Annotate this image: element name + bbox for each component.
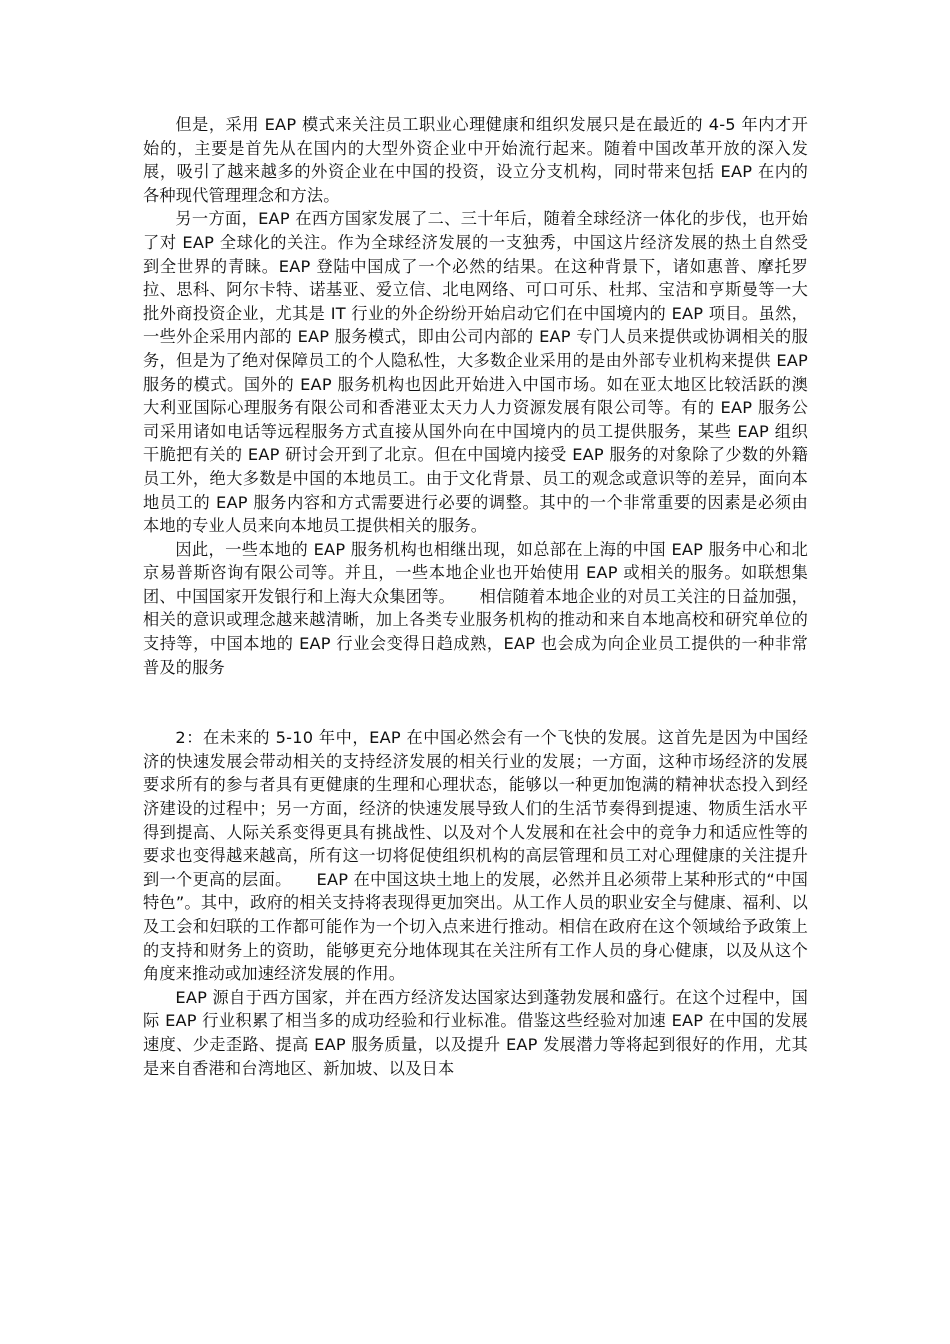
paragraph-future-development: 2：在未来的 5-10 年中，EAP 在中国必然会有一个飞快的发展。这首先是因为中国经济的快速发展会带动相关的支持经济发展的相关行业的发展；一方面，这种市场经济的发展要求所有的参与者具有更健康的生理和心理状态，能够以一种更加饱满的精神状态投入到经济建设的过程中；另一方面，经济的快速发展导致人们的生活节奏得到提速、物质生活水平得到提高、人际关系变得更具有挑战性、以及对个人发展和在社会中的竞争力和适应性等的要求也变得越来越高，所有这一切将促使组织机构的高层管理和员工对心理健康的关注提升到一个更高的层面。 EAP 在中国这块土地上的发展，必然并且必须带上某种形式的“中国特色”。其中，政府的相关支持将表现得更加突出。从工作人员的职业安全与健康、福利、以及工会和妇联的工作都可能作为一个切入点来进行推动。相信在政府在这个领域给予政策上的支持和财务上的资助，能够更充分地体现其在关注所有工作人员的身心健康，以及从这个角度来推动或加速经济发展的作用。	[143, 728, 808, 984]
paragraph-western-origin: EAP 源自于西方国家，并在西方经济发达国家达到蓬勃发展和盛行。在这个过程中，国际 EAP 行业积累了相当多的成功经验和行业标准。借鉴这些经验对加速 EAP 在中国的发展速度、少走歪路、提高 EAP 服务质量，以及提升 EAP 发展潜力等将起到很好的作用，尤其是来自香港和台湾地区、新加坡、以及日本	[143, 987, 808, 1078]
paragraph-eap-globalization: 另一方面，EAP 在西方国家发展了二、三十年后，随着全球经济一体化的步伐，也开始了对 EAP 全球化的关注。作为全球经济发展的一支独秀，中国这片经济发展的热土自然受到全世界的青睐。EAP 登陆中国成了一个必然的结果。在这种背景下，诸如惠普、摩托罗拉、思科、阿尔卡特、诺基亚、爱立信、北电网络、可口可乐、杜邦、宝洁和亨斯曼等一大批外商投资企业，尤其是 IT 行业的外企纷纷开始启动它们在中国境内的 EAP 项目。虽然，一些外企采用内部的 EAP 服务模式，即由公司内部的 EAP 专门人员来提供或协调相关的服务，但是为了绝对保障员工的个人隐私性，大多数企业采用的是由外部专业机构来提供 EAP 服务的模式。国外的 EAP 服务机构也因此开始进入中国市场。如在亚太地区比较活跃的澳大利亚国际心理服务有限公司和香港亚太天力人力资源发展有限公司等。有的 EAP 服务公司采用诸如电话等远程服务方式直接从国外向在中国境内的员工提供服务，某些 EAP 组织干脆把有关的 EAP 研讨会开到了北京。但在中国境内接受 EAP 服务的对象除了少数的外籍员工外，绝大多数是中国的本地员工。由于文化背景、员工的观念或意识等的差异，面向本地员工的 EAP 服务内容和方式需要进行必要的调整。其中的一个非常重要的因素是必须由本地的专业人员来向本地员工提供相关的服务。	[143, 209, 808, 536]
paragraph-local-eap-services: 因此，一些本地的 EAP 服务机构也相继出现，如总部在上海的中国 EAP 服务中心和北京易普斯咨询有限公司等。并且，一些本地企业也开始使用 EAP 或相关的服务。如联想集团、中国国家开发银行和上海大众集团等。 相信随着本地企业的对员工关注的日益加强，相关的意识或理念越来越清晰，加上各类专业服务机构的推动和来自本地高校和研究单位的支持等，中国本地的 EAP 行业会变得日趋成熟，EAP 也会成为向企业员工提供的一种非常普及的服务	[143, 539, 808, 677]
document-page	[143, 113, 808, 1080]
paragraph-gap	[143, 679, 808, 726]
paragraph-eap-foreign-enterprises: 但是，采用 EAP 模式来关注员工职业心理健康和组织发展只是在最近的 4-5 年内才开始的，主要是首先从在国内的大型外资企业中开始流行起来。随着中国改革开放的深入发展，吸引了越来越多的外资企业在中国的投资，设立分支机构，同时带来包括 EAP 在内的各种现代管理理念和方法。	[143, 115, 808, 205]
